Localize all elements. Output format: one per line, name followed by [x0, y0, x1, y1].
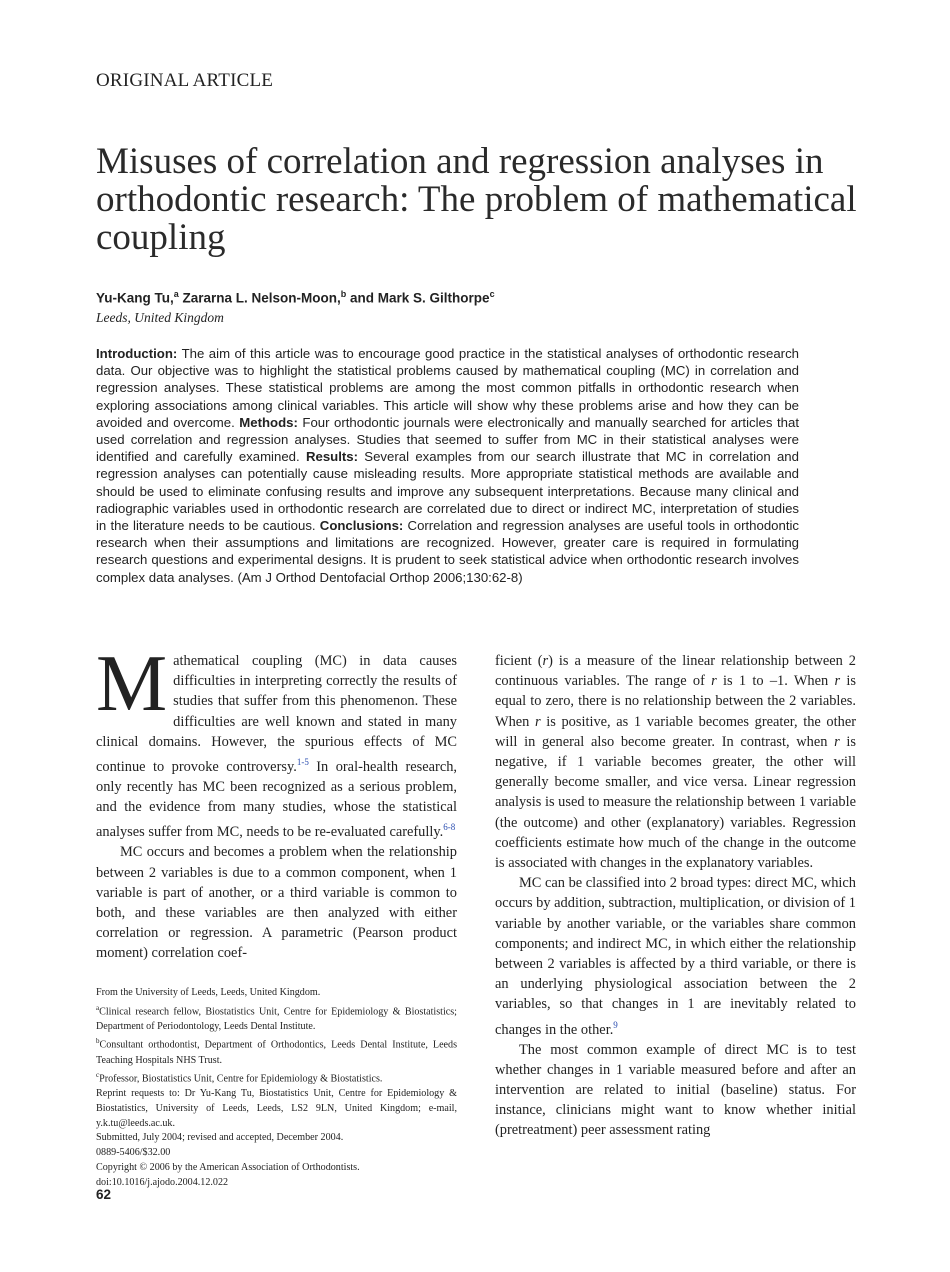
abstract-methods-text: Four orthodontic journals were electronically and manually searched for articles that used correlation and regression analyses. Studies that seemed to suffer from MC in their statistical analyses were identified and carefully examined. — [96, 414, 799, 465]
abstract-conclusions-label: Conclusions: — [319, 518, 404, 534]
body-paragraph: MC occurs and becomes a problem when the relationship between 2 variables is due to a common component, when 1 variable is part of another, or a third variable is common to both, and these variables are then analyzed with either correlation or regression. A parametric (Pearson product moment) correlation coef- — [96, 844, 457, 962]
footnote — [96, 1001, 457, 1035]
footnote-text: Consultant orthodontist, Department of Orthodontics, Leeds Dental Institute, Leeds Teaching Hospitals NHS Trust. — [96, 1039, 457, 1066]
footnote-text: Clinical research fellow, Biostatistics Unit, Centre for Epidemiology & Biostatistics; Department of Periodontology, Leeds Dental Institute. — [96, 1006, 457, 1032]
body-paragraph — [495, 651, 856, 873]
paragraph-text: is equal to zero, there is no relationship between the 2 variables. When — [495, 673, 856, 730]
author-line — [96, 289, 495, 306]
author-location: Leeds, United Kingdom — [96, 310, 224, 325]
variable-r: r — [542, 653, 549, 669]
body-paragraph — [96, 640, 457, 842]
abstract — [96, 345, 799, 586]
reference-link[interactable]: 1-5 — [296, 757, 309, 768]
footnote — [96, 1068, 457, 1087]
author-name: Zararna L. Nelson-Moon, — [178, 290, 341, 306]
footnotes — [96, 986, 457, 1190]
abstract-results-label: Results: — [305, 449, 358, 465]
affiliation-marker: a — [173, 289, 179, 299]
doi-link[interactable]: doi:10.1016/j.ajodo.2004.12.022 — [96, 1176, 229, 1188]
paragraph-text: MC can be classified into 2 broad types: direct MC, which occurs by addition, subtraction, multiplication, or division of 1 variable by another variable, or the variables share common components; and indirect MC, in which either the relationship between 2 variables is affected by a third variable, or there is an underlying physiological association between the 2 variables, so that changes in 1 are inevitably related to changes in the other. — [495, 875, 856, 1038]
issn: 0889-5406/$32.00 — [96, 1147, 171, 1159]
variable-r: r — [834, 673, 841, 690]
variable-r: r — [834, 733, 840, 750]
abstract-intro-text: The aim of this article was to encourage good practice in the statistical analyses of orthodontic research data. Our objective was to highlight the statistical problems caused by mathematical coupling (MC) in correlation and regression analyses. These statistical problems are among the most common pitfalls in orthodontic research when exploring associations among clinical variables. This article will show why these problems arise and how they can be avoided and overcome. — [96, 346, 799, 430]
footnote — [96, 1034, 457, 1068]
paragraph-text: ) is a measure of the linear relationship between 2 continuous variables. The range of — [495, 653, 856, 690]
author-name: Yu-Kang Tu, — [96, 290, 174, 306]
footnote-marker: a — [96, 1003, 100, 1012]
variable-r: r — [535, 713, 541, 730]
reference-link[interactable]: 6-8 — [443, 822, 456, 833]
paragraph-text: is positive, as 1 variable becomes greater, the other will in general also become greater. In contrast, when — [495, 713, 856, 750]
paragraph-text: ficient ( — [495, 653, 543, 669]
paragraph-text: is negative, if 1 variable becomes greater, the other will generally become smaller, and vice versa. Linear regression analysis is used to measure the relationship between 1 variable (the outcome) and other (explanatory) variables. Regression coefficients estimate how much of the change in the outcome is associated with changes in the explanatory variables. — [495, 733, 856, 872]
abstract-intro-label: Introduction: — [96, 346, 178, 361]
abstract-methods-label: Methods: — [239, 414, 298, 430]
drop-cap: M — [96, 640, 168, 728]
body-paragraph: The most common example of direct MC is to test whether changes in 1 variable measured before and after an intervention are related to initial (baseline) status. For instance, clinicians might want to know whether initial (pretreatment) peer assessment rating — [495, 1041, 856, 1139]
footnote-marker: b — [96, 1037, 100, 1046]
footnote: From the University of Leeds, Leeds, United Kingdom. — [96, 987, 321, 998]
copyright: Copyright © 2006 by the American Association of Orthodontists. — [96, 1161, 360, 1173]
affiliation-marker: b — [340, 289, 347, 299]
paragraph-text: is 1 to –1. When — [716, 673, 835, 690]
paragraph-text: athematical coupling (MC) in data causes difficulties in interpreting correctly the results of studies that suffer from this phenomenon. These difficulties are well known and stated in many clinical domains. However, the spurious effects of MC continue to provoke controversy. — [96, 653, 457, 775]
author-name: and Mark S. Gilthorpe — [346, 290, 490, 306]
article-title: Misuses of correlation and regression analyses in orthodontic research: The problem of mathematical coupling — [96, 141, 857, 258]
reference-link[interactable]: 9 — [613, 1019, 618, 1030]
body-column-left — [96, 640, 457, 964]
footnote-marker: c — [96, 1071, 100, 1080]
article-type: ORIGINAL ARTICLE — [96, 70, 274, 91]
body-paragraph — [495, 873, 856, 1039]
abstract-conclusions-text: Correlation and regression analyses are useful tools in orthodontic research when their assumptions and limitations are recognized. However, greater care is required in formulating research questions and experimental designs. It is prudent to seek statistical advice when orthodontic research involves complex data analyses. (Am J Orthod Dentofacial Orthop 2006;130:62-8) — [96, 518, 800, 585]
reprint-request: Reprint requests to: Dr Yu-Kang Tu, Biostatistics Unit, Centre for Epidemiology & Biostatistics, University of Leeds, Leeds, LS2 9LN, United Kingdom; e-mail, y.k.tu@leeds.ac.uk. — [96, 1088, 457, 1129]
body-column-right — [495, 651, 856, 1141]
submission-dates: Submitted, July 2004; revised and accepted, December 2004. — [96, 1132, 344, 1144]
page-number: 62 — [96, 1187, 112, 1202]
paragraph-text: In oral-health research, only recently has MC been recognized as a serious problem, and the evidence from many studies, whose the statistical analyses suffer from MC, needs to be re-evaluated carefully. — [96, 758, 457, 841]
variable-r: r — [711, 673, 717, 690]
abstract-results-text: Several examples from our search illustrate that MC in correlation and regression analyses can potentially cause misleading results. More appropriate statistical methods are available and should be used to eliminate confusing results and improve any subsequent interpretations. Because many clinical and radiographic variables used in orthodontic research are correlated due to direct or indirect MC, interpretation of studies in the literature needs to be cautious. — [96, 449, 799, 534]
affiliation-marker: c — [489, 289, 495, 299]
footnote-text: Professor, Biostatistics Unit, Centre for Epidemiology & Biostatistics. — [99, 1073, 383, 1085]
